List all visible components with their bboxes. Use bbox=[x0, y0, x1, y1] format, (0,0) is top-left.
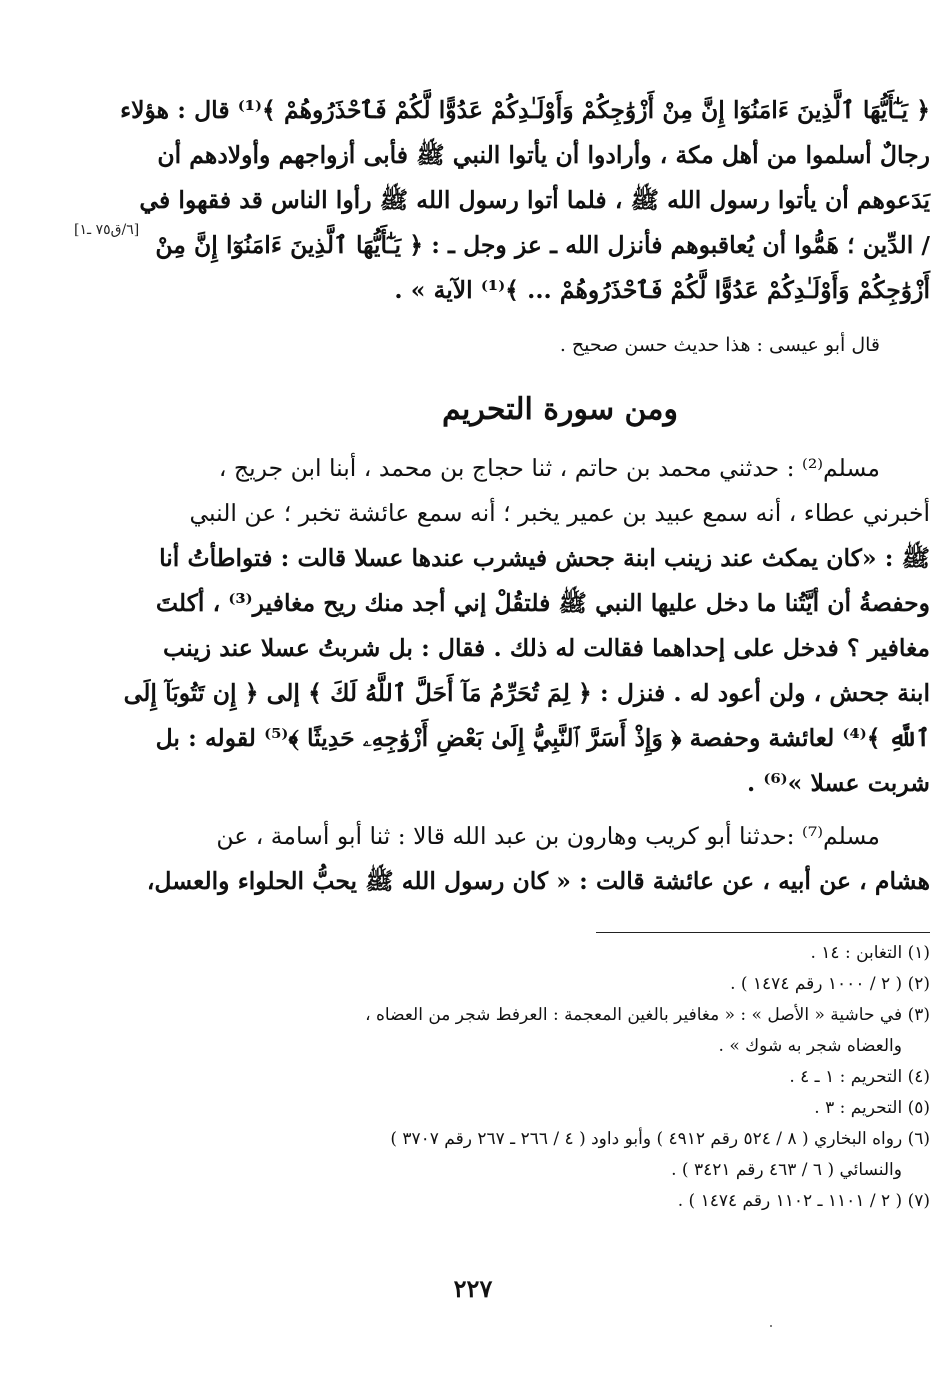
text-line: أخبرني عطاء ، أنه سمع عبيد بن عمير يخبر ؛ أنه سمع عائشة تخبر ؛ عن النبي bbox=[189, 499, 930, 527]
footnote-6: (٦) رواه البخاري ( ٨ / ٥٢٤ رقم ٤٩١٢ ) وأبو داود ( ٤ / ٢٦٦ ـ ٢٦٧ رقم ٣٧٠٧ ) bbox=[390, 1129, 930, 1149]
paragraph-hadith-continuation bbox=[120, 88, 930, 313]
footnote-3: (٣) في حاشية « الأصل » : « مغافير بالغين المعجمة : العرفط شجر من العضاه ، bbox=[365, 1005, 930, 1025]
text-line: يَدَعوهم أن يأتوا رسول الله ﷺ ، فلما أتوا رسول الله ﷺ رأوا الناس قد فقهوا في bbox=[139, 186, 930, 214]
footnote-3-continuation: والعضاه شجر به شوك » . bbox=[718, 1036, 902, 1056]
text-line: وحفصةُ أن أيَّتُنا ما دخل عليها النبي ﷺ فلتقُلْ إني أجد منك ريح مغافير⁽³⁾ ، أكلتَ bbox=[155, 589, 930, 617]
paragraph-muslim-hadith-1 bbox=[123, 446, 930, 806]
text-line: شربت عسلا »⁽⁶⁾ . bbox=[746, 769, 930, 797]
page-number: ٢٢٧ bbox=[453, 1274, 493, 1303]
footnote-7: (٧) ( ٢ / ١١٠١ ـ ١١٠٢ رقم ١٤٧٤ ) . bbox=[677, 1191, 930, 1211]
footnote-divider bbox=[596, 932, 930, 933]
text-line: ابنة جحش ، ولن أعود له . فنزل : ﴿ لِمَ تُحَرِّمُ مَآ أَحَلَّ ٱللَّهُ لَكَ ﴾ إلى ﴿ إِن تَتُوبَآ إِلَى bbox=[123, 679, 930, 707]
text-line: ٱللَّهِ ﴾⁽⁴⁾ لعائشة وحفصة ﴿ وَإِذْ أَسَرَّ ٱلنَّبِيُّ إِلَىٰ بَعْضِ أَزْوَٰجِهِۦ حَدِيثًا ﴾⁽⁵⁾ لقوله : بل bbox=[155, 724, 930, 752]
hadith-grading: قال أبو عيسى : هذا حديث حسن صحيح . bbox=[559, 334, 880, 356]
footnote-1: (١) التغابن : ١٤ . bbox=[810, 943, 930, 963]
text-line: هشام ، عن أبيه ، عن عائشة قالت : « كان رسول الله ﷺ يحبُّ الحلواء والعسل، bbox=[146, 867, 930, 895]
footnote-4: (٤) التحريم : ١ ـ ٤ . bbox=[789, 1067, 930, 1087]
page-body bbox=[120, 88, 930, 904]
text-line: أَزْوَٰجِكُمْ وَأَوْلَـٰدِكُمْ عَدُوًّا لَّكُمْ فَٱحْذَرُوهُمْ ... ﴾⁽¹⁾ الآية » . bbox=[394, 276, 930, 304]
manuscript-folio-marker: [٦/ق٧٥ ـ١] bbox=[74, 222, 140, 238]
paragraph-muslim-hadith-2 bbox=[146, 814, 930, 904]
text-line: ﷺ : «كان يمكث عند زينب ابنة جحش فيشرب عندها عسلا قالت : فتواطأتُ أنا bbox=[159, 544, 930, 572]
text-line: مسلم⁽⁷⁾ :حدثنا أبو كريب وهارون بن عبد الله قالا : ثنا أبو أسامة ، عن bbox=[216, 822, 880, 850]
footnotes bbox=[190, 938, 930, 1217]
text-line: مغافير ؟ فدخل على إحداهما فقالت له ذلك . فقال : بل شربتُ عسلا عند زينب bbox=[163, 634, 930, 662]
footnote-2: (٢) ( ٢ / ١٠٠٠ رقم ١٤٧٤ ) . bbox=[730, 974, 930, 994]
text-line: ﴿ يَـٰٓأَيُّهَا ٱلَّذِينَ ءَامَنُوٓا إِنَّ مِنْ أَزْوَٰجِكُمْ وَأَوْلَـٰدِكُمْ عَدُوًّا لَّكُمْ فَٱحْذَرُوهُمْ ﴾⁽¹⁾ قال : هؤلاء bbox=[120, 96, 930, 124]
text-line: / الدِّين ؛ هَمُّوا أن يُعاقبوهم فأنزل الله ـ عز وجل ـ : ﴿ يَـٰٓأَيُّهَا ٱلَّذِينَ ءَامَنُوٓا إِنَّ مِنْ bbox=[155, 231, 930, 259]
scan-speck bbox=[770, 1325, 772, 1327]
section-heading: ومن سورة التحريم bbox=[442, 392, 678, 427]
text-line: رجالٌ أسلموا من أهل مكة ، وأرادوا أن يأتوا النبي ﷺ فأبى أزواجهم وأولادهم أن bbox=[157, 141, 930, 169]
footnote-5: (٥) التحريم : ٣ . bbox=[814, 1098, 930, 1118]
text-line: مسلم⁽²⁾ : حدثني محمد بن حاتم ، ثنا حجاج بن محمد ، أبنا ابن جريج ، bbox=[218, 454, 880, 482]
footnote-6-continuation: والنسائي ( ٦ / ٤٦٣ رقم ٣٤٢١ ) . bbox=[671, 1160, 902, 1180]
